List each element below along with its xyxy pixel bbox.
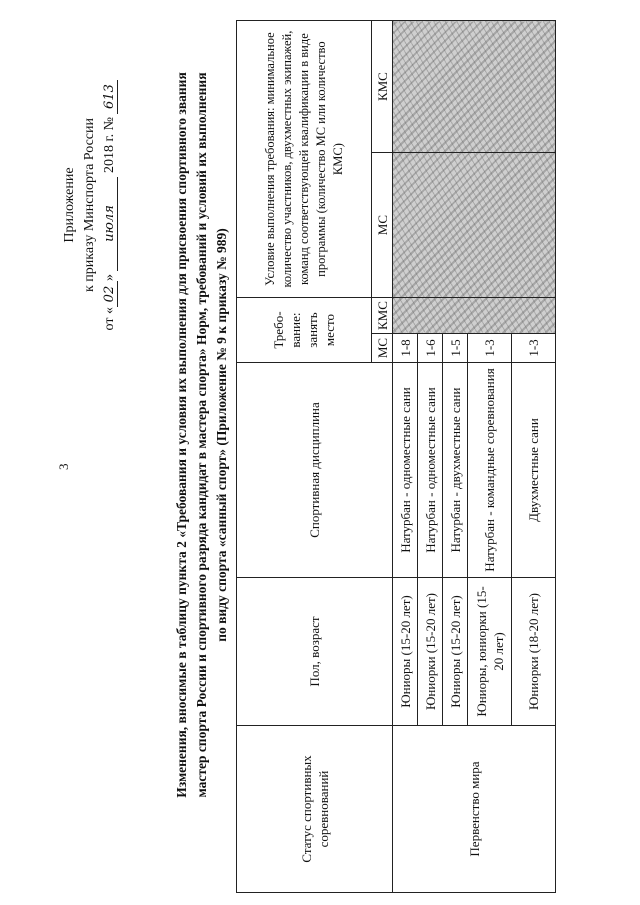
header-condition: Условие выполнения требования: минимальное количество участников, двухместных экипажей, команд соответствующей квалификации в виде программы (количество МС или количество КМС) [237, 21, 372, 298]
table-row [393, 21, 418, 893]
title-line-3: по виду спорта «санный спорт» (Приложение № 9 к приказу № 989) [214, 228, 229, 642]
row-discipline: Двухместные сани [512, 363, 556, 578]
order-number: 613 [102, 80, 118, 114]
annex-order-ref: к приказу Минспорта России [82, 118, 97, 292]
row-ms-place: 1-5 [443, 334, 468, 363]
title-line-1: Изменения, вносимые в таблицу пункта 2 «Требования и условия их выполнения для присвоения спортивного звания [174, 72, 189, 798]
row-gender-age: Юниоры, юниорки (15-20 лет) [468, 578, 512, 726]
subheader-condition-kms: КМС [372, 21, 393, 153]
row-gender-age: Юниоры (15-20 лет) [393, 578, 418, 726]
row-ms-place: 1-8 [393, 334, 418, 363]
date-prefix: от « [102, 307, 117, 331]
row-ms-place: 1-3 [512, 334, 556, 363]
header-place: Требо-вание: занять место [237, 298, 372, 363]
kms-place-hatched [393, 298, 556, 334]
requirements-table [236, 20, 556, 893]
document-title [172, 15, 232, 855]
header-gender-age: Пол, возраст [237, 578, 393, 726]
page-number: 3 [56, 463, 71, 470]
header-status: Статус спортивных соревнований [237, 726, 393, 893]
status-cell: Первенство мира [393, 726, 556, 893]
row-discipline: Натурбан - одноместные сани [418, 363, 443, 578]
row-gender-age: Юниорки (18-20 лет) [512, 578, 556, 726]
condition-kms-hatched [393, 21, 556, 153]
header-discipline: Спортивная дисциплина [237, 363, 393, 578]
subheader-ms: МС [372, 334, 393, 363]
row-ms-place: 1-3 [468, 334, 512, 363]
row-ms-place: 1-6 [418, 334, 443, 363]
row-discipline: Натурбан - одноместные сани [393, 363, 418, 578]
annex-title: Приложение [62, 167, 77, 243]
title-line-2: мастер спорта России и спортивного разряда кандидат в мастера спорта» Норм, требований и условий их выполнения [194, 72, 209, 798]
subheader-kms: КМС [372, 298, 393, 334]
row-discipline: Натурбан - двухместные сани [443, 363, 468, 578]
date-year: 2018 г. № [102, 117, 117, 174]
annex-header [60, 25, 120, 385]
date-day: 02 [102, 281, 118, 307]
row-discipline: Натурбан - командные соревнования [468, 363, 512, 578]
condition-ms-hatched [393, 153, 556, 298]
date-month: июля [102, 177, 118, 271]
subheader-condition-ms: МС [372, 153, 393, 298]
table-header-row [237, 21, 372, 893]
row-gender-age: Юниорки (15-20 лет) [418, 578, 443, 726]
date-mid: » [102, 274, 117, 282]
annex-date-line [100, 25, 120, 385]
row-gender-age: Юниоры (15-20 лет) [443, 578, 468, 726]
